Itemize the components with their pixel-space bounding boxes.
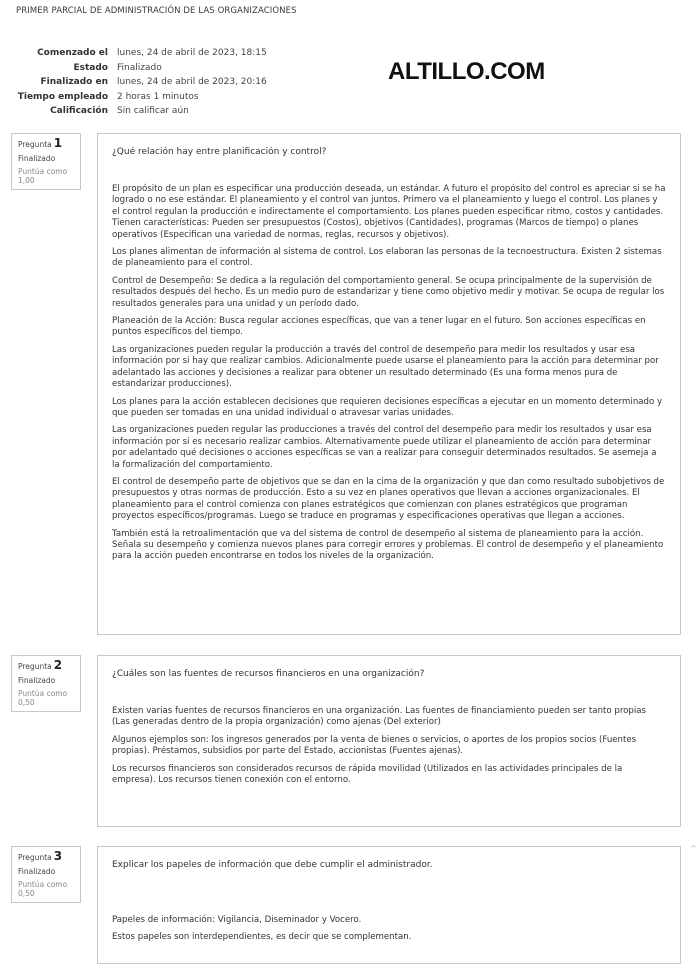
question-grade: Puntúa como 0,50 (18, 689, 68, 707)
answer-paragraph: El control de desempeño parte de objetivos que se dan en la cima de la organización y que dan como resultado subobjetivos de presupuestos y otras normas de producción. Esto a su vez en planes operativos que llevan a acciones organizacionales. El planeamiento para el control comienza con planes estratégicos que comienzan con planes estratégicos que programan proyectos específicos/programas. Luego se traduce en programas y especificaciones operativas que llegan a acciones. (112, 476, 665, 522)
summary-value: Finalizado (117, 62, 162, 73)
question-content-1 (97, 133, 681, 635)
summary-label: Estado (73, 62, 108, 73)
summary-value: lunes, 24 de abril de 2023, 20:16 (117, 77, 267, 87)
answer-paragraph: Las organizaciones pueden regular las producciones a través del control del desempeño para medir los resultados y usar esa información por si es necesario realizar cambios. Alternativamente puede utilizar el planeamiento de acción para determinar por adelantado qué decisiones o acciones específicas se van a realizar para conseguir determinados resultados. Se asemeja a la formalización del comportamiento. (112, 425, 657, 470)
question-info-1 (11, 133, 81, 190)
attempt-summary (0, 48, 300, 121)
answer-text (112, 184, 666, 563)
answer-paragraph: Control de Desempeño: Se dedica a la regulación del comportamiento general. Se ocupa principalmente de la supervisión de resultados después del hecho. Es un medio puro de estandarizar y tiene como objetivo medir y motivar. Se ocupa de regular los resultados generales para una unidad y un período dado. (112, 275, 665, 309)
question-number: Pregunta 1 (18, 136, 63, 150)
question-state: Finalizado (18, 676, 56, 685)
question-info-3 (11, 846, 81, 903)
answer-paragraph: Estos papeles son interdependientes, es decir que se complementan. (112, 932, 412, 943)
summary-label: Calificación (50, 106, 108, 116)
summary-row-time-taken (0, 92, 300, 107)
question-grade: Puntúa como 0,50 (18, 880, 68, 898)
answer-paragraph: Existen varias fuentes de recursos financieros en una organización. Las fuentes de financiamiento pueden ser tanto propias (Las generadas dentro de la propia organización) como ajenas (Del exterior) (112, 706, 647, 728)
answer-paragraph: Planeación de la Acción: Busca regular acciones específicas, que van a tener lugar en el futuro. Son acciones específicas en puntos específicos del tiempo. (112, 316, 646, 338)
watermark-logo: ALTILLO.COM (388, 58, 545, 85)
summary-value: 2 horas 1 minutos (117, 91, 199, 102)
summary-row-started (0, 48, 300, 63)
answer-paragraph: El propósito de un plan es especificar una producción deseada, un estándar. A futuro el propósito del control es apreciar si se ha logrado o no ese estándar. El planeamiento y el control van juntos. Primero va el planeamiento y luego el control. Los planes y el control regulan la producción e indirectamente el comportamiento. Los planes pueden especificar ritmo, costos y cantidades. Tienen características: Pueden ser presupuestos (Costos), objetivos (Cantidades), programas (Marcos de tiempo) o planes operativos (Especifican una variedad de normas, reglas, recursos y objetivos). (112, 184, 666, 240)
summary-label: Comenzado el (37, 48, 108, 58)
question-text: ¿Qué relación hay entre planificación y control? (112, 147, 327, 157)
answer-paragraph: También está la retroalimentación que va del sistema de control de desempeño al sistema de planeamiento para la acción. Señala su desempeño y comienza nuevos planes para corregir errores y problemas. El control de desempeño y el planeamiento para la acción pueden encontrarse en todos los niveles de la organización. (112, 528, 664, 562)
page-title: PRIMER PARCIAL DE ADMINISTRACIÓN DE LAS ORGANIZACIONES (16, 6, 297, 16)
question-state: Finalizado (18, 154, 56, 163)
summary-row-grade (0, 106, 300, 121)
summary-value: Sin calificar aún (117, 106, 189, 116)
summary-row-finished (0, 77, 300, 92)
answer-paragraph: Papeles de información: Vigilancia, Diseminador y Vocero. (112, 915, 362, 925)
answer-paragraph: Los recursos financieros son considerados recursos de rápida movilidad (Utilizados en las actividades principales de la empresa). Los recursos tienen conexión con el entorno. (112, 763, 623, 786)
answer-text (112, 915, 666, 944)
summary-label: Finalizado en (40, 77, 108, 87)
question-state: Finalizado (18, 867, 56, 876)
question-number: Pregunta 2 (18, 658, 63, 672)
answer-paragraph: Los planes para la acción establecen decisiones que requieren decisiones específicas a ejecutar en un momento determinado y que pueden ser tomadas en una unidad individual o atravesar varias unidades. (112, 396, 663, 418)
question-number: Pregunta 3 (18, 849, 63, 863)
answer-text (112, 706, 666, 786)
summary-label: Tiempo empleado (17, 91, 108, 102)
summary-row-state (0, 63, 300, 78)
answer-paragraph: Los planes alimentan de información al sistema de control. Los elaboran las personas de la tecnoestructura. Existen 2 sistemas de planeamiento para el control. (112, 247, 662, 269)
summary-value: lunes, 24 de abril de 2023, 18:15 (117, 48, 267, 58)
scroll-up-icon[interactable]: ^ (690, 844, 697, 853)
question-info-2 (11, 655, 81, 712)
question-text: ¿Cuáles son las fuentes de recursos financieros en una organización? (112, 669, 425, 679)
question-grade: Puntúa como 1,00 (18, 167, 68, 185)
answer-paragraph: Algunos ejemplos son: los ingresos generados por la venta de bienes o servicios, o aportes de los propios socios (Fuentes propias). Préstamos, subsidios por parte del Estado, accionistas (Fuentes ajenas). (112, 734, 637, 757)
question-content-3 (97, 846, 681, 964)
question-content-2 (97, 655, 681, 827)
question-text: Explicar los papeles de información que debe cumplir el administrador. (112, 860, 433, 870)
answer-paragraph: Las organizaciones pueden regular la producción a través del control de desempeño para medir los resultados y usar esa información por si hay que realizar cambios. Adicionalmente puede usarse el planeamiento para la acción para determinar por adelantado las acciones y decisiones a realizar para obtener un resultado determinado (Es una forma menos pura de estandarizar producciones). (112, 344, 659, 390)
